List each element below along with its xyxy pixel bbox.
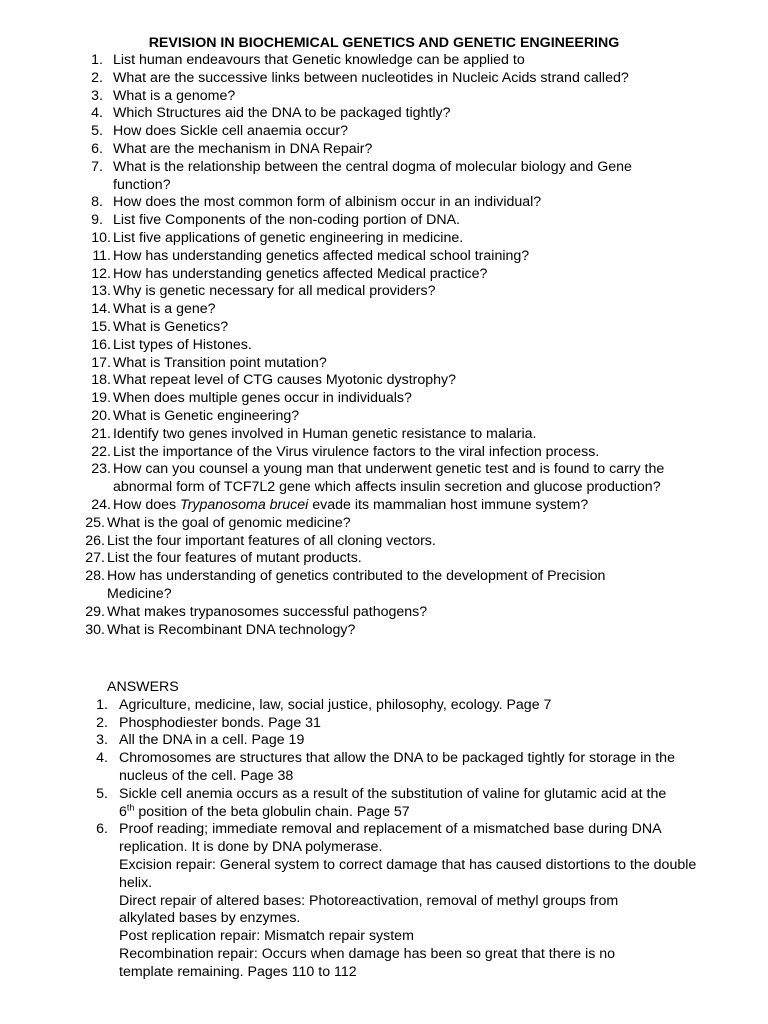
item-number: 4. — [96, 750, 108, 767]
item-number: 26. — [85, 532, 105, 549]
list-item — [0, 515, 768, 533]
answers-section — [0, 679, 768, 982]
item-text: Identify two genes involved in Human genetic resistance to malaria. — [113, 425, 537, 442]
list-item — [0, 533, 768, 551]
item-number: 17. — [91, 354, 111, 371]
item-text: Agriculture, medicine, law, social justice, philosophy, ecology. Page 7 — [119, 696, 552, 713]
item-text: What is Transition point mutation? — [113, 354, 327, 371]
item-number: 22. — [91, 443, 111, 460]
item-number: 11. — [92, 247, 111, 264]
answer-item — [0, 786, 768, 822]
item-text: What is the relationship between the central dogma of molecular biology and Gene function? — [113, 158, 632, 193]
item-number: 21. — [91, 425, 111, 442]
item-number: 14. — [91, 301, 111, 318]
list-item — [0, 159, 768, 195]
item-number: 8. — [91, 194, 103, 211]
answer-item — [0, 750, 768, 786]
item-number: 13. — [91, 283, 111, 300]
list-item — [0, 372, 768, 390]
item-text: What is the goal of genomic medicine? — [107, 514, 351, 531]
list-item — [0, 52, 768, 70]
item-text: List five applications of genetic engineering in medicine. — [113, 229, 464, 246]
item-text: List the importance of the Virus virulence factors to the viral infection process. — [113, 443, 600, 460]
answer-paragraph: Direct repair of altered bases: Photoreactivation, removal of methyl groups from alkylated bases by enzymes. — [119, 892, 619, 927]
list-item — [0, 444, 768, 462]
item-text: What is Genetics? — [113, 318, 229, 335]
item-number: 15. — [91, 318, 111, 335]
list-item — [0, 355, 768, 373]
item-number: 18. — [91, 372, 111, 389]
item-number: 24. — [91, 496, 111, 513]
item-text: Chromosomes are structures that allow the DNA to be packaged tightly for storage in the nucleus of the cell. Page 38 — [119, 750, 675, 784]
item-text: Which Structures aid the DNA to be packaged tightly? — [113, 105, 451, 122]
item-text: How has understanding genetics affected medical school training? — [113, 247, 530, 264]
list-item — [0, 123, 768, 141]
list-item — [0, 230, 768, 248]
item-number: 23. — [91, 461, 111, 478]
item-number: 30. — [85, 621, 105, 638]
item-text: What is Recombinant DNA technology? — [107, 621, 356, 638]
list-item — [0, 212, 768, 230]
item-text: What makes trypanosomes successful pathogens? — [107, 603, 428, 620]
item-number: 1. — [96, 696, 108, 713]
item-text: How does Trypanosoma brucei evade its mammalian host immune system? — [113, 496, 589, 513]
list-item — [0, 550, 768, 568]
item-number: 19. — [91, 390, 111, 407]
list-item — [0, 568, 768, 604]
item-text: What is a gene? — [113, 301, 216, 318]
item-text: What is Genetic engineering? — [113, 407, 300, 424]
answer-item — [0, 732, 768, 750]
list-item — [0, 390, 768, 408]
list-item — [0, 105, 768, 123]
list-item — [0, 461, 768, 497]
item-number: 1. — [91, 52, 103, 68]
item-text: What is a genome? — [113, 87, 236, 104]
list-item — [0, 426, 768, 444]
item-text: How has understanding genetics affected Medical practice? — [113, 265, 488, 282]
answers-heading: ANSWERS — [107, 679, 179, 695]
item-text: Sickle cell anemia occurs as a result of the substitution of valine for glutamic acid at the 6th position of the beta globulin chain. Page 57 — [119, 785, 667, 820]
item-number: 7. — [91, 158, 103, 175]
list-item — [0, 248, 768, 266]
item-text: Why is genetic necessary for all medical providers? — [113, 283, 436, 300]
item-text: What are the mechanism in DNA Repair? — [113, 140, 373, 157]
item-text: Phosphodiester bonds. Page 31 — [119, 714, 321, 731]
item-number: 29. — [85, 603, 105, 620]
item-number: 27. — [85, 550, 105, 567]
ordinal-suffix: th — [126, 801, 135, 812]
item-number: 9. — [91, 212, 103, 229]
list-item — [0, 408, 768, 426]
item-number: 20. — [91, 407, 111, 424]
item-text: List human endeavours that Genetic knowledge can be applied to — [113, 52, 525, 68]
item-text: What are the successive links between nucleotides in Nucleic Acids strand called? — [113, 69, 629, 86]
item-number: 5. — [96, 785, 108, 802]
item-number: 2. — [96, 714, 108, 731]
item-number: 6. — [91, 140, 103, 157]
list-item — [0, 141, 768, 159]
item-number: 12. — [91, 265, 111, 282]
item-number: 4. — [91, 105, 103, 122]
item-text: What repeat level of CTG causes Myotonic dystrophy? — [113, 372, 457, 389]
item-number: 28. — [85, 568, 105, 585]
answer-paragraph: Recombination repair: Occurs when damage has been so great that there is no template remaining. Pages 110 to 112 — [119, 945, 616, 980]
item-text: How can you counsel a young man that underwent genetic test and is found to carry the abnormal form of TCF7L2 gene which affects insulin secretion and glucose production? — [113, 461, 665, 496]
item-text: How does the most common form of albinism occur in an individual? — [113, 194, 542, 211]
item-text: How does Sickle cell anaemia occur? — [113, 123, 348, 140]
list-item — [0, 604, 768, 622]
item-number: 3. — [96, 732, 108, 749]
item-number: 16. — [91, 336, 111, 353]
list-item — [0, 337, 768, 355]
list-item — [0, 266, 768, 284]
item-text — [119, 821, 699, 981]
list-item — [0, 88, 768, 106]
item-number: 6. — [96, 821, 108, 838]
list-item — [0, 70, 768, 88]
answer-item — [0, 821, 768, 981]
item-text: All the DNA in a cell. Page 19 — [119, 732, 305, 749]
questions-list — [0, 52, 768, 639]
list-item — [0, 319, 768, 337]
item-text: List types of Histones. — [113, 336, 252, 353]
list-item — [0, 622, 768, 640]
answer-paragraph: Proof reading; immediate removal and replacement of a mismatched base during DNA replication. It is done by DNA polymerase. — [119, 821, 661, 856]
item-text: List the four important features of all cloning vectors. — [107, 532, 436, 549]
answer-item — [0, 697, 768, 715]
item-text: List the four features of mutant products. — [107, 550, 362, 567]
list-item — [0, 301, 768, 319]
item-number: 2. — [91, 69, 103, 86]
list-item — [0, 194, 768, 212]
item-number: 3. — [91, 87, 103, 104]
answer-item — [0, 715, 768, 733]
list-item — [0, 497, 768, 515]
item-number: 25. — [85, 514, 105, 531]
item-number: 5. — [91, 123, 103, 140]
item-text: List five Components of the non-coding portion of DNA. — [113, 212, 460, 229]
item-text: How has understanding of genetics contributed to the development of Precision Medicine? — [107, 568, 606, 602]
item-number: 10. — [91, 229, 111, 246]
species-name: Trypanosoma brucei — [180, 496, 309, 513]
answer-paragraph: Post replication repair: Mismatch repair system — [119, 928, 414, 945]
item-text: When does multiple genes occur in individuals? — [113, 390, 412, 407]
list-item — [0, 283, 768, 301]
answer-paragraph: Excision repair: General system to correct damage that has caused distortions to the double helix. — [119, 856, 697, 891]
page-title: REVISION IN BIOCHEMICAL GENETICS AND GENETIC ENGINEERING — [148, 35, 620, 51]
